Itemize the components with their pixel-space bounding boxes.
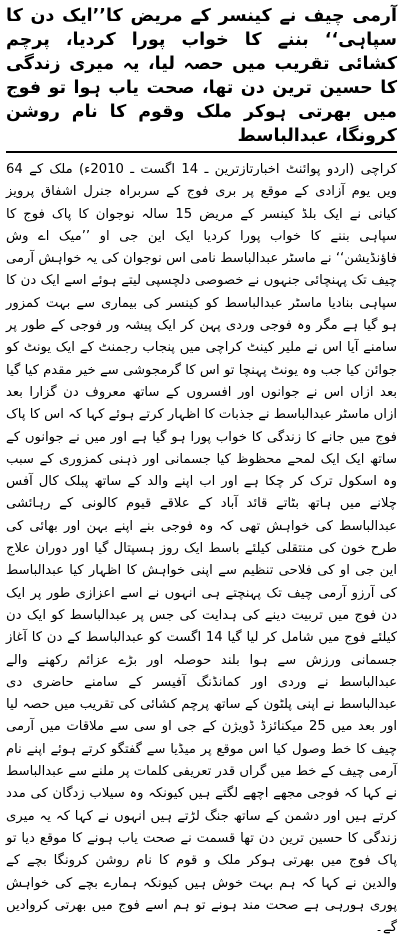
article-body: کراچی (اردو پوائنٹ اخبارتازترین ـ 14 اگست ـ 2010ء) ملک کے 64 ویں یوم آزادی کے موقع پر بری فوج کے سربراہ جنرل اشفاق پرویز کیانی نے ایک بلڈ کینسر کے مریض 15 سالہ نوجوان کا پاک فوج کا سپاہی بننے کا خواب پورا کردیا ایک این جی او ’’میک اے وش فاؤنڈیشن‘‘ نے ماسٹر عبدالباسط نامی اس نوجوان کی یہ خواہش آرمی چیف تک پہنچائی جنہوں نے خصوصی دلچسپی لیتے ہوئے اسے ایک دن کا سپاہی بنادیا ماسٹر عبدالباسط کو کینسر کی بیماری سے بہت کمزور ہو گیا ہے مگر وہ فوجی وردی پہن کر ایک پیشہ ور فوجی کے طور پر سامنے آیا اس نے ملیر کینٹ کراچی میں پنجاب رجمنٹ کے ایک یونٹ کو جوائن کیا جب وہ یونٹ پہنچا تو اس کا گرمجوشی سے خیر مقدم کیا گیا بعد ازاں اس نے جوانوں اور افسروں کے ساتھ معروف دن گزارا بعد ازاں ماسٹر عبدالباسط نے جذبات کا اظہار کرتے ہوئے کہا کہ اس کا پاک فوج میں جانے کا زندگی کا خواب پورا ہو گیا ہے اور میں نے جوانوں کے ساتھ ایک ایک لمحے محظوظ کیا جسمانی اور ذہنی کمزوری کے سبب وہ اسکول ترک کر چکا ہے اور اب اپنے والد کے ساتھ پبلک کال آفس چلانے میں ہاتھ بٹاتے قائد آباد کے علاقے قیوم کالونی کے رہائشی عبدالباسط کی خواہش تھی کہ وہ فوجی بنے اپنے بہن اور بھائی کی طرح خون کی منتقلی کیلئے باسط ایک روز ہسپتال گیا اور دوران علاج این جی او کی فلاحی تنظیم سے اپنی خواہش کا اظہار کیا عبدالباسط کی آرزو آرمی چیف تک پہنچتے ہی انہوں نے اسے اعزازی طور پر ایک دن فوج میں تربیت دینے کی ہدایت کی جس پر عبدالباسط کو ایک دن کیلئے فوج میں شامل کر لیا گیا 14 اگست کو عبدالباسط کے دن کا آغاز جسمانی ورزش سے ہوا بلند حوصلہ اور بڑے عزائم رکھنے والے عبدالباسط نے وردی اور کمانڈنگ آفیسر کے سامنے حاضری دی عبدالباسط نے اپنی پلٹون کے ساتھ پرچم کشائی کی تقریب میں حصہ لیا اور بعد میں 25 میکنائزڈ ڈویژن کے جی او سی سے ملاقات میں آرمی چیف کا خط وصول کیا اس موقع پر میڈیا سے گفتگو کرتے ہوئے اپنے نام آرمی چیف کے خط میں گراں قدر تعریفی کلمات پر ملنے سے عبدالباسط نے کہا کہ فوجی مجھے اچھے لگتے ہیں کیونکہ وہ سیلاب زدگان کی مدد کرتے ہیں اور دشمن کے ساتھ جنگ لڑتے ہیں انہوں نے کہا کہ یہ میری زندگی کا حسین ترین دن تھا قسمت نے صحت یاب ہونے کا موقع دیا تو پاک فوج میں بھرتی ہوکر ملک و قوم کا نام روشن کرونگا بچے کے والدین نے کہا کہ ہم بہت خوش ہیں کیونکہ ہمارے بچے کی خواہش پوری ہورہی ہے صحت مند ہونے تو ہم اسے فوج میں بھرتی کروادیں گے۔ — [6, 162, 397, 936]
headline-divider — [6, 151, 397, 153]
article-headline: آرمی چیف نے کینسر کے مریض کا’’ایک دن کا سپاہی‘‘ بننے کا خواب پورا کردیا، پرچم کشائی تقریب میں حصہ لیا، یہ میری زندگی کا حسین ترین دن تھا، صحت یاب ہوا تو فوج میں بھرتی ہوکر ملک وقوم کا نام روشن کرونگا، عبدالباسط — [6, 6, 397, 146]
